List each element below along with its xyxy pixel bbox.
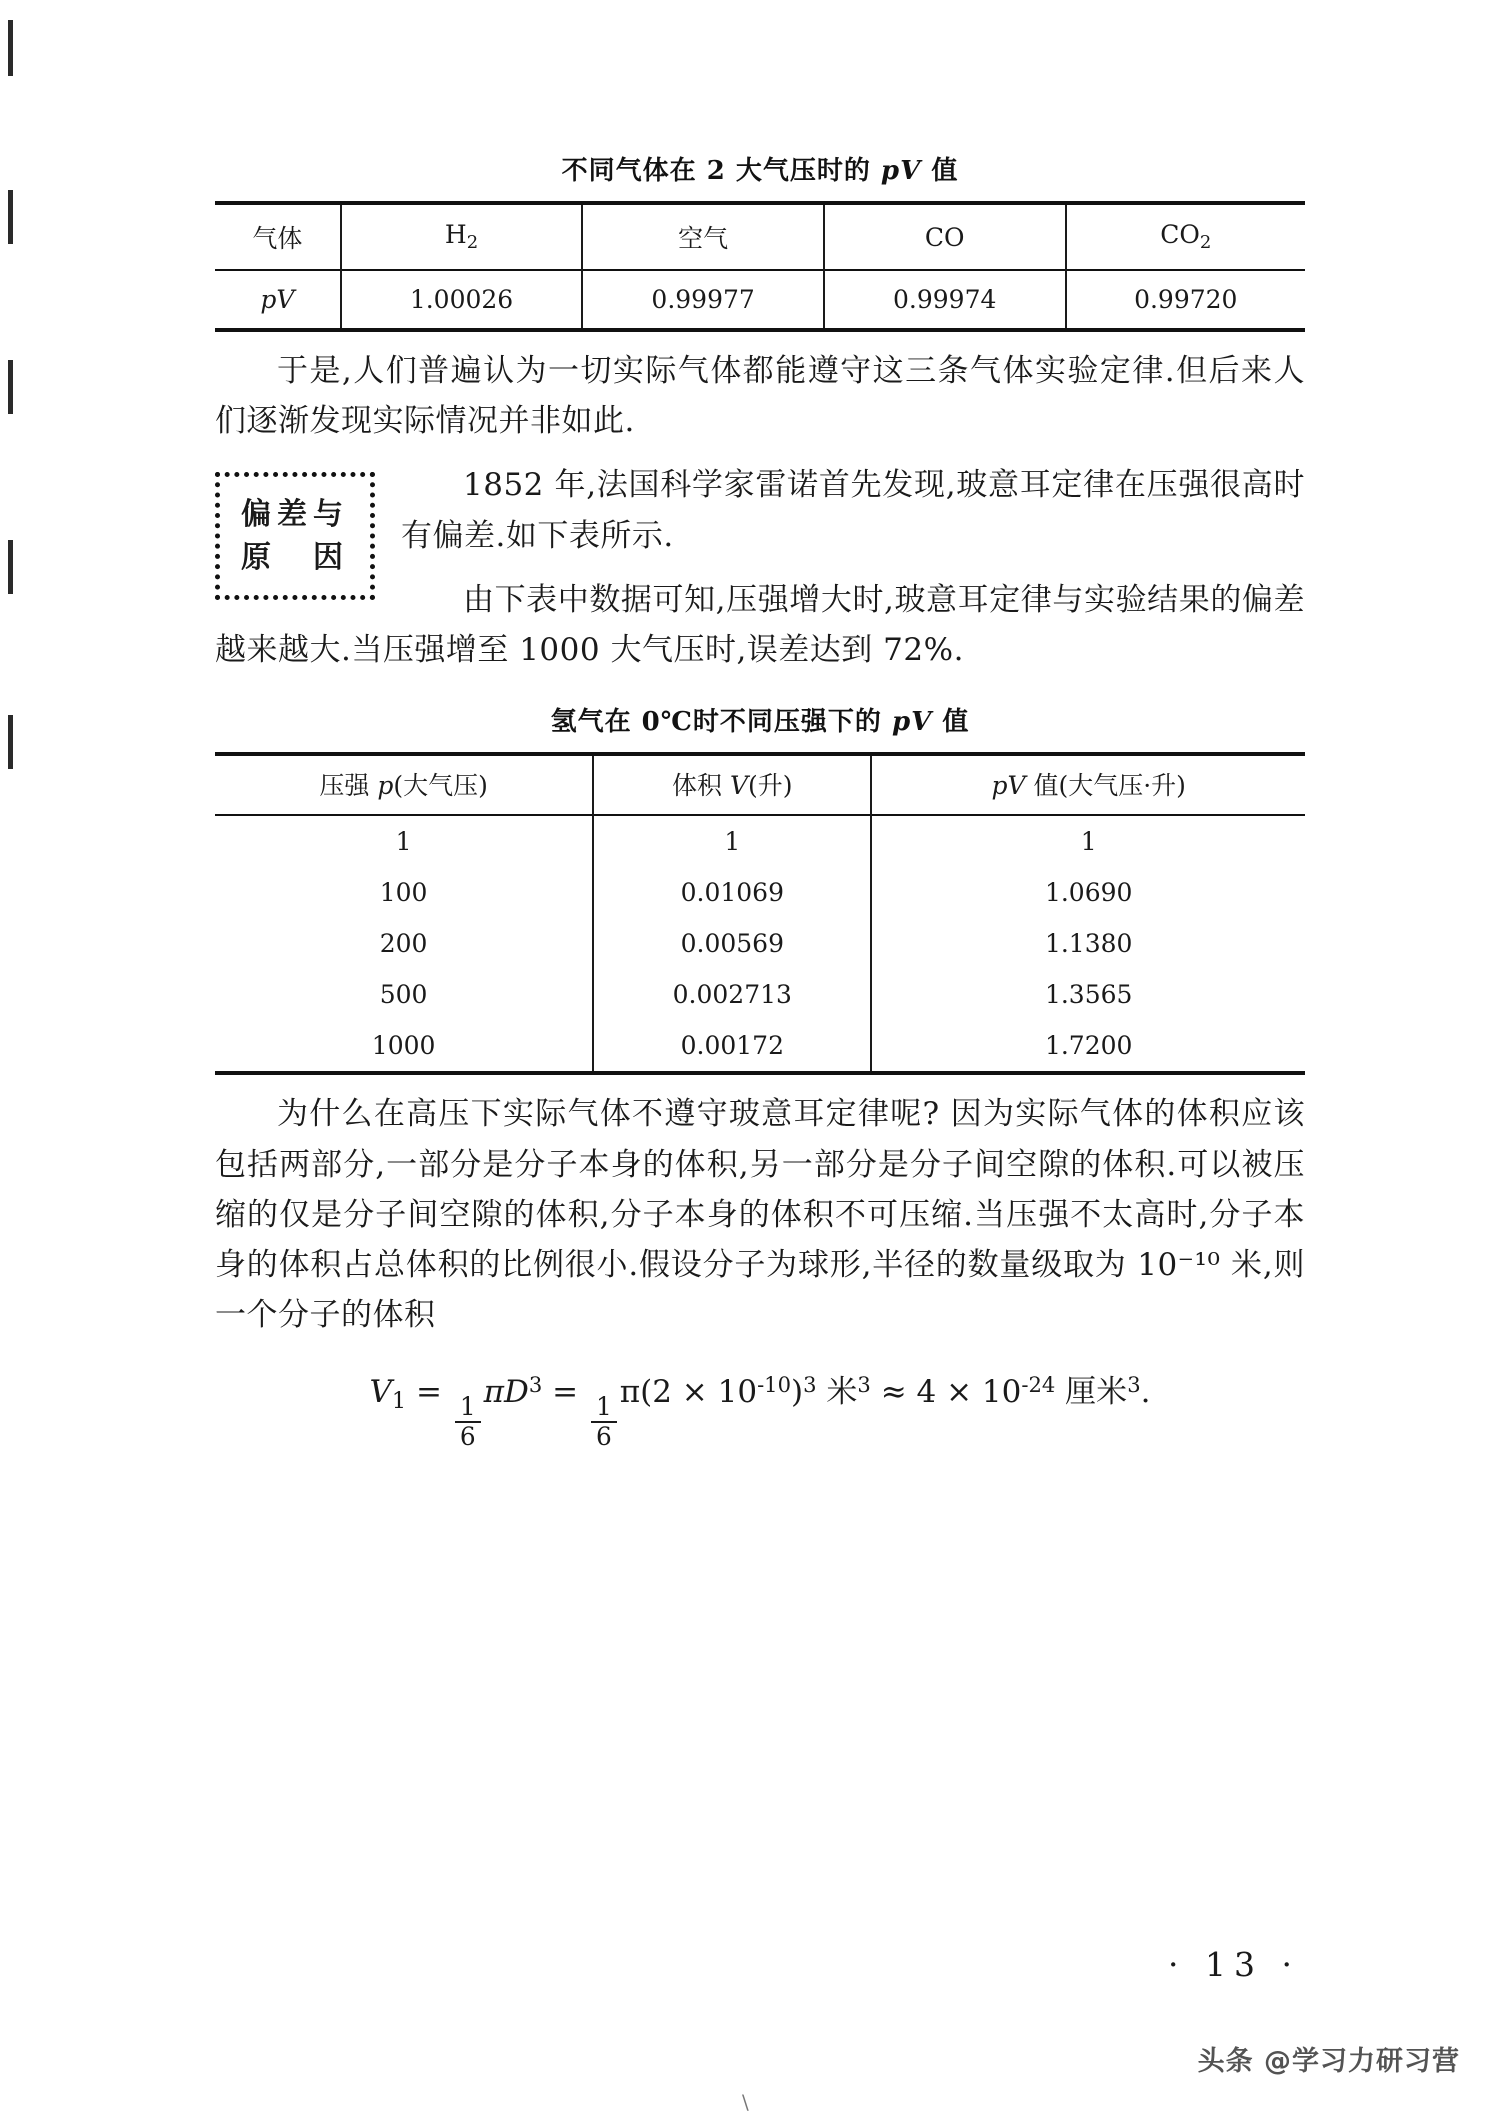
deco-box-line1: 偏差与 [241,496,349,532]
table1-caption-prefix: 不同气体在 2 大气压时的 [561,156,881,186]
page-content [215,150,1305,1451]
table1-cell: 0.99720 [1066,270,1305,330]
table2-cell-volume: 0.00569 [593,918,871,969]
formula-term-1: πD [483,1374,529,1411]
formula-unit-cm: 厘米 [1055,1374,1128,1411]
page-number: · 13 · [1168,1945,1300,1984]
paragraph-explanation: 为什么在高压下实际气体不遵守玻意耳定律呢? 因为实际气体的体积应该包括两部分,一部分是分子本身的体积,另一部分是分子间空隙的体积.可以被压缩的仅是分子间空隙的体积,分子本身的体积不可压缩.当压强不太高时,分子本身的体积占总体积的比例很小.假设分子为球形,半径的数量级取为 10⁻¹⁰ 米,则一个分子的体积 [215,1096,1305,1334]
table2-header-post: 值(大气压·升) [1025,771,1186,801]
table2-header-italic: pV [991,771,1026,801]
table2-caption-prefix: 氢气在 0℃时不同压强下的 [550,707,892,738]
table-row [215,918,1305,969]
formula-lhs-var: V [369,1374,392,1411]
scan-tick-mark: \ [742,2090,749,2114]
table2-header-pre: 体积 [672,771,730,801]
formula-term-3: ) [791,1374,804,1411]
table2-header-italic: p [377,771,394,801]
paragraph-intro: 于是,人们普遍认为一切实际气体都能遵守这三条气体实验定律.但后来人们逐渐发现实际情况并非如此. [215,353,1305,440]
table2-cell-volume: 0.00172 [593,1020,871,1073]
table1-header-cell [582,203,824,270]
table2-cell-volume: 1 [593,815,871,867]
table1-caption-suffix: 值 [921,156,959,186]
table2-cell-pressure: 100 [379,878,428,908]
table1-cell: 0.99974 [824,270,1066,330]
table2-caption [215,701,1305,738]
formula-period: . [1140,1374,1151,1411]
sidebar-callout-box [215,472,375,600]
table2-header-cell [215,754,593,815]
formula-fraction-2 [591,1393,617,1451]
table2-cell-pv: 1.1380 [871,918,1305,969]
table2-cell-pressure: 200 [379,929,428,959]
table1-header-sub: 2 [1199,232,1212,254]
paragraph-renault: 1852 年,法国科学家雷诺首先发现,玻意耳定律在压强很高时有偏差.如下表所示. [401,467,1305,554]
table2-cell-pv: 1.3565 [871,969,1305,1020]
table1-header-text: 空气 [678,224,729,253]
deco-paragraph-block [215,460,1305,675]
table1-header-text: 气体 [252,224,303,253]
formula-term-1-sup: 3 [528,1372,543,1398]
table1-header-cell [341,203,583,270]
edge-mark [8,190,13,244]
table-row [215,270,1305,330]
table2-header-pre: 压强 [319,771,378,801]
formula-lhs-sub: 1 [391,1388,407,1415]
table1-cell: 1.00026 [341,270,583,330]
edge-mark [8,715,13,769]
formula-approx: ≈ 4 × 10 [880,1374,1022,1411]
formula-f1-num: 1 [455,1393,481,1422]
table2-header-cell [593,754,871,815]
formula-eq2: = [552,1374,579,1411]
table1-header-cell [215,203,341,270]
formula-fraction-1 [455,1393,481,1451]
table-row [215,867,1305,918]
formula-term-3-sup: 3 [803,1372,817,1398]
table2-caption-italic: pV [891,707,933,738]
table2-cell-volume: 0.002713 [593,969,871,1020]
table2-cell-volume: 0.01069 [593,867,871,918]
deco-box-line2: 原 因 [241,540,349,576]
formula-eq1: = [415,1374,442,1411]
table2-cell-pressure: 1000 [371,1031,436,1061]
table-row [215,969,1305,1020]
table1-row-label: pV [260,285,295,314]
formula-term-2-sup: -10 [757,1372,792,1398]
table2-header-cell [871,754,1305,815]
table2-cell-pv: 1.7200 [871,1020,1305,1073]
table1-header-cell [1066,203,1305,270]
formula-approx-sup: -24 [1021,1372,1056,1398]
watermark: 头条 @学习力研习营 [1197,2046,1460,2077]
table1-header-cell [824,203,1066,270]
table2-caption-suffix: 值 [932,707,970,738]
table1-header-text: CO [1160,220,1200,250]
table-row [215,815,1305,867]
table1-caption-italic: pV [880,156,922,186]
paragraph-deviation: 由下表中数据可知,压强增大时,玻意耳定律与实验结果的偏差越来越大.当压强增至 1000 大气压时,误差达到 72%. [215,581,1305,669]
table-header-row [215,754,1305,815]
table1-caption [215,150,1305,187]
formula-term-2: π(2 × 10 [619,1374,758,1411]
table2-cell-pv: 1.0690 [871,867,1305,918]
formula-unit-meter-sup: 3 [857,1372,871,1398]
formula-unit-cm-sup: 3 [1127,1372,1141,1398]
table1-header-sub: 2 [466,232,479,254]
table2-cell-pv: 1 [871,815,1305,867]
formula-unit-meter: 米 [816,1374,858,1411]
table-row [215,1020,1305,1073]
table1-header-text: CO [924,222,965,252]
table-hydrogen-pv-at-0c [215,752,1305,1075]
table-header-row [215,203,1305,270]
table2-header-post: (大气压) [393,771,488,801]
formula-f2-num: 1 [591,1393,617,1422]
edge-mark [8,540,13,594]
edge-mark [8,360,13,414]
formula-molecule-volume [215,1366,1305,1451]
table2-cell-pressure: 500 [379,980,428,1010]
table1-cell: 0.99977 [582,270,824,330]
table-gas-pv-values [215,201,1305,332]
table2-header-italic: V [729,771,749,801]
table2-header-post: (升) [748,771,793,801]
table2-cell-pressure: 1 [395,827,412,857]
formula-f1-den: 6 [459,1421,476,1451]
table1-header-text: H [444,220,467,250]
edge-mark [8,20,13,76]
formula-f2-den: 6 [595,1421,612,1451]
